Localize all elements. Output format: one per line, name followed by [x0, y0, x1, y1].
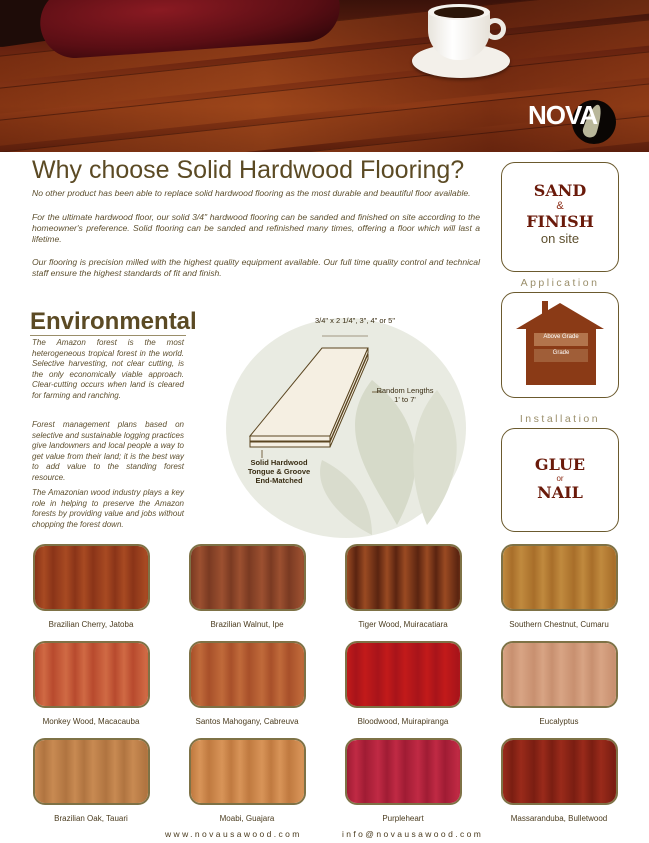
environmental-paragraph: Forest management plans based on selective and sustainable logging practices give landowners and local people a way to get value from their land; it is the best way to add value to the standing forest resource.: [32, 420, 184, 482]
wood-grain: [347, 643, 460, 706]
swatch-label: Monkey Wood, Macacauba: [42, 717, 140, 726]
wood-swatch: [189, 738, 306, 805]
dimension-label: 3/4" x 2 1/4", 3", 4" or 5": [314, 316, 396, 325]
wood-grain: [503, 643, 616, 706]
wood-grain: [191, 546, 304, 609]
caption-line: End-Matched: [255, 476, 303, 485]
wood-grain: [35, 740, 148, 803]
onsite-label: on site: [540, 231, 580, 246]
wood-swatch: [33, 738, 150, 805]
lengths-label: [370, 386, 440, 404]
swatch-label: Brazilian Cherry, Jatoba: [48, 620, 134, 629]
lengths-line: Random Lengths: [376, 386, 434, 395]
wood-grain: [347, 740, 460, 803]
website-link[interactable]: www.novausawood.com: [165, 829, 302, 839]
wood-grain: [191, 740, 304, 803]
wood-swatch: [345, 544, 462, 611]
intro-paragraph: No other product has been able to replace solid hardwood flooring as the most durable and beautiful floor available.: [32, 188, 471, 198]
lengths-range: 1' to 7': [394, 395, 416, 404]
grade-label: Grade: [552, 350, 570, 356]
ampersand: &: [556, 200, 564, 212]
wood-swatch: [501, 738, 618, 805]
swatch-label: Brazilian Oak, Tauari: [54, 814, 128, 823]
wood-grain: [191, 643, 304, 706]
house-icon: [502, 293, 620, 397]
wood-swatch: [501, 641, 618, 708]
plank-caption: [234, 458, 324, 485]
environmental-paragraph: The Amazon forest is the most heterogeneous tropical forest in the world. Selective harvesting, not clear cutting, is the only economically viable approach. Clear-cutting occurs when land is cleared for farming and ranching.: [32, 338, 184, 400]
or-label: or: [556, 474, 564, 483]
swatch-label: Santos Mahogany, Cabreuva: [195, 717, 299, 726]
swatch-label: Purpleheart: [382, 814, 424, 823]
swatch-label: Brazilian Walnut, Ipe: [210, 620, 284, 629]
above-grade-label: Above Grade: [543, 334, 579, 340]
caption-line: Tongue & Groove: [247, 467, 311, 476]
wood-swatch: [189, 544, 306, 611]
wood-swatch: [33, 544, 150, 611]
hero-photo: [0, 0, 649, 152]
environmental-paragraph: The Amazonian wood industry plays a key role in helping to preserve the Amazon forests by providing value and jobs without chopping the forest down.: [32, 488, 184, 529]
swatch-label: Tiger Wood, Muiracatiara: [358, 620, 448, 629]
application-panel: [501, 292, 619, 398]
wood-swatch: [33, 641, 150, 708]
wood-swatch: [501, 544, 618, 611]
wood-grain: [503, 740, 616, 803]
wood-grain: [347, 546, 460, 609]
sand-finish-panel: [501, 162, 619, 272]
divider: [30, 335, 186, 336]
installation-label: Installation: [519, 413, 601, 425]
leaf-shape: [413, 390, 456, 525]
sand-label: SAND: [533, 181, 587, 200]
wood-swatch: [345, 641, 462, 708]
swatch-label: Southern Chestnut, Cumaru: [509, 620, 609, 629]
roof: [516, 303, 604, 329]
glue-label: GLUE: [534, 455, 586, 474]
nova-logo: NOVA: [528, 100, 598, 130]
email-link[interactable]: info@novausawood.com: [342, 829, 484, 839]
page-title: Why choose Solid Hardwood Flooring?: [32, 156, 465, 184]
caption-line: Solid Hardwood: [250, 458, 308, 467]
leaf-shape: [320, 460, 372, 535]
installation-panel: [501, 428, 619, 532]
application-label: Application: [520, 277, 600, 289]
wood-swatch: [189, 641, 306, 708]
environmental-title: Environmental: [30, 308, 197, 335]
plank-diagram: [222, 310, 472, 545]
wood-swatch: [345, 738, 462, 805]
intro-paragraph: Our flooring is precision milled with the highest quality equipment available. Our full time quality control and technical staff ensure the highest standards of fit and finish.: [32, 257, 480, 278]
wood-grain: [503, 546, 616, 609]
wood-grain: [35, 643, 148, 706]
coffee: [434, 7, 484, 18]
swatch-label: Eucalyptus: [539, 717, 579, 726]
nail-label: NAIL: [537, 483, 583, 502]
swatch-label: Moabi, Guajara: [219, 814, 275, 823]
finish-label: FINISH: [526, 212, 594, 231]
plank-illustration: [222, 310, 472, 545]
swatch-label: Bloodwood, Muirapiranga: [357, 717, 449, 726]
plank-stack: [250, 348, 368, 447]
swatch-label: Massaranduba, Bulletwood: [510, 814, 608, 823]
intro-paragraph: For the ultimate hardwood floor, our solid 3/4" hardwood flooring can be sanded and finished on site according to the homeowner's preference. Solid flooring can be sanded and refinished many times, offering a floor which will last a lifetime.: [32, 212, 480, 244]
wood-grain: [35, 546, 148, 609]
